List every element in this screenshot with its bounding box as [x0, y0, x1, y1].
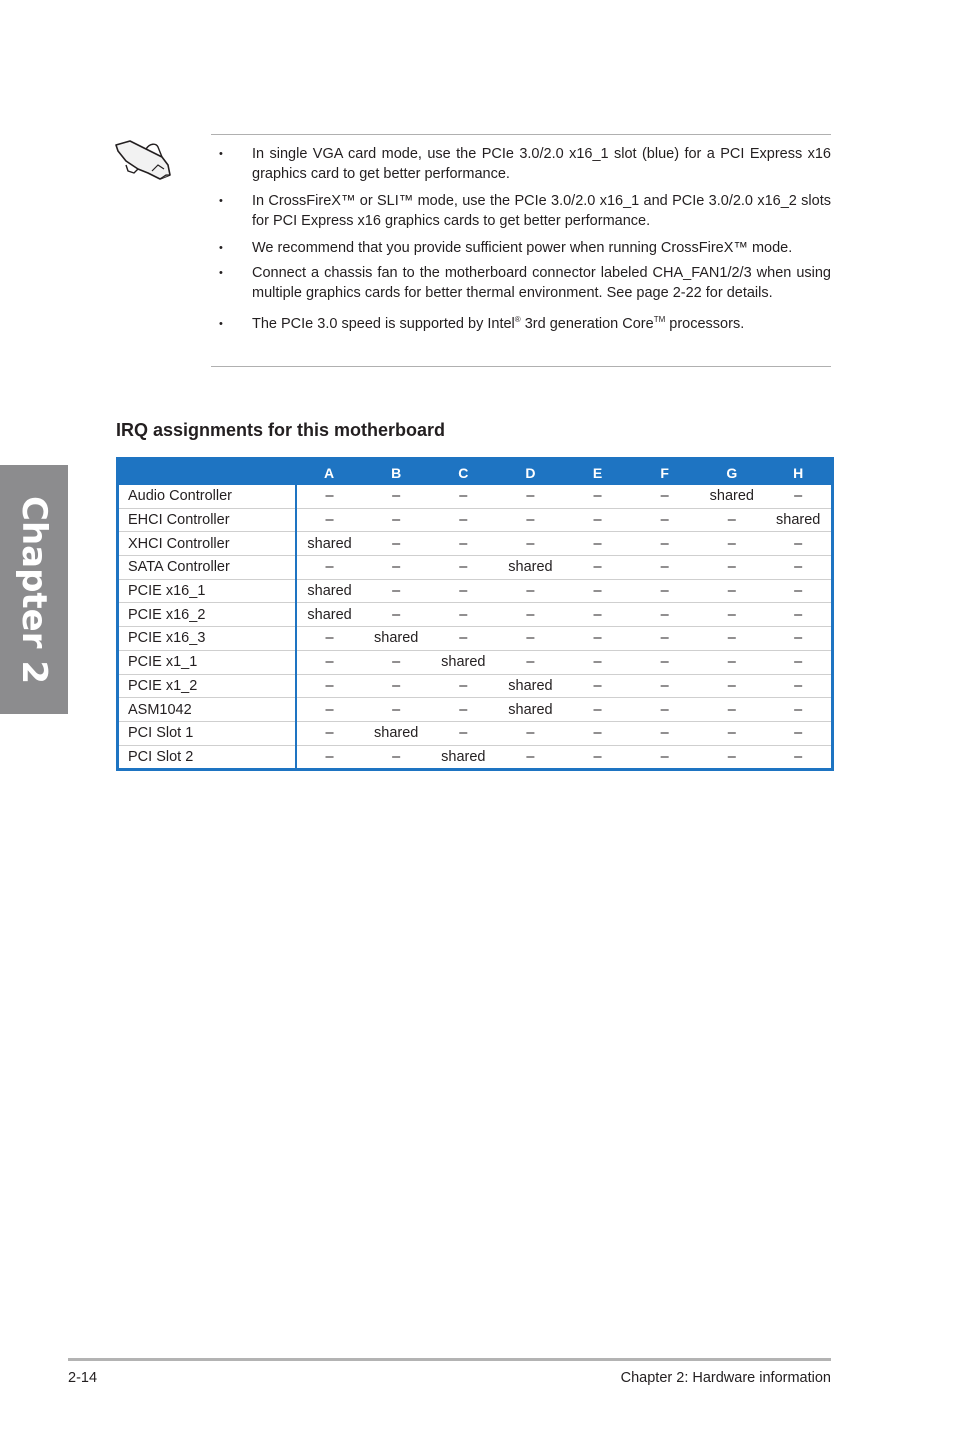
- bullet: •: [219, 148, 223, 160]
- irq-cell: –: [296, 627, 363, 651]
- irq-cell: –: [631, 698, 698, 722]
- irq-cell: –: [631, 532, 698, 556]
- header-cell: D: [497, 459, 564, 486]
- table-row: [118, 485, 833, 508]
- irq-cell: –: [363, 603, 430, 627]
- irq-cell: –: [430, 485, 497, 508]
- irq-table: [116, 457, 834, 771]
- irq-cell: –: [564, 698, 631, 722]
- irq-cell: –: [564, 556, 631, 580]
- irq-cell: shared: [296, 579, 363, 603]
- irq-cell: –: [631, 721, 698, 745]
- irq-cell: –: [593, 748, 602, 765]
- table-header-row: [118, 459, 833, 486]
- irq-cell: –: [698, 556, 765, 580]
- note-item: [211, 263, 831, 303]
- irq-cell: –: [765, 721, 832, 745]
- irq-cell: shared: [363, 627, 430, 651]
- irq-cell: –: [631, 508, 698, 532]
- irq-cell: –: [765, 674, 832, 698]
- irq-cell: –: [363, 508, 430, 532]
- irq-cell: –: [765, 627, 832, 651]
- table-row: [118, 674, 833, 698]
- table-row: [118, 556, 833, 580]
- irq-cell: –: [363, 532, 430, 556]
- chapter-side-tab: [0, 465, 68, 714]
- irq-cell: –: [564, 532, 631, 556]
- table-row: [118, 627, 833, 651]
- device-name-cell: PCIE x16_1: [118, 579, 296, 603]
- irq-cell: –: [698, 650, 765, 674]
- irq-cell: –: [564, 674, 631, 698]
- device-name-cell: SATA Controller: [118, 556, 296, 580]
- irq-cell: –: [564, 485, 631, 508]
- irq-cell: –: [430, 556, 497, 580]
- note-item: [211, 144, 831, 184]
- note-item: [211, 314, 831, 334]
- device-name-cell: PCIE x16_2: [118, 603, 296, 627]
- irq-cell: –: [765, 579, 832, 603]
- irq-cell: –: [497, 485, 564, 508]
- irq-cell: –: [363, 579, 430, 603]
- irq-cell: –: [631, 674, 698, 698]
- irq-cell: –: [698, 721, 765, 745]
- device-name-cell: EHCI Controller: [118, 508, 296, 532]
- irq-cell: –: [497, 627, 564, 651]
- irq-cell: –: [497, 579, 564, 603]
- irq-cell: shared: [497, 556, 564, 580]
- irq-cell: –: [698, 698, 765, 722]
- irq-cell: –: [497, 650, 564, 674]
- irq-cell: shared: [698, 485, 765, 508]
- irq-cell: –: [564, 650, 631, 674]
- irq-cell: shared: [296, 603, 363, 627]
- table-row: [118, 745, 833, 770]
- irq-cell: –: [765, 485, 832, 508]
- irq-cell: –: [296, 674, 363, 698]
- irq-cell: –: [631, 603, 698, 627]
- device-name-cell: PCI Slot 2: [118, 745, 296, 770]
- irq-cell: –: [430, 698, 497, 722]
- irq-cell: –: [765, 698, 832, 722]
- irq-cell: shared: [441, 748, 486, 765]
- bullet: •: [219, 242, 223, 254]
- irq-cell: –: [660, 748, 669, 765]
- pointing-hand-icon: [112, 135, 174, 183]
- page-number: 2-14: [68, 1370, 98, 1386]
- irq-cell: shared: [497, 674, 564, 698]
- irq-cell: –: [497, 721, 564, 745]
- device-name-cell: ASM1042: [118, 698, 296, 722]
- irq-cell: –: [727, 748, 736, 765]
- chapter-side-tab-label: Chapter 2: [14, 495, 54, 684]
- section-title: IRQ assignments for this motherboard: [116, 420, 446, 440]
- note-bottom-rule: [211, 366, 831, 367]
- note-top-rule: [211, 134, 831, 135]
- header-cell: A: [296, 459, 363, 486]
- registered-mark: ®: [514, 315, 521, 325]
- table-row: [118, 508, 833, 532]
- irq-cell: –: [698, 603, 765, 627]
- table-row: [118, 650, 833, 674]
- irq-cell: –: [430, 532, 497, 556]
- header-cell: G: [698, 459, 765, 486]
- table-row: [118, 698, 833, 722]
- irq-cell: –: [497, 603, 564, 627]
- header-cell: B: [363, 459, 430, 486]
- device-name-cell: PCI Slot 1: [118, 721, 296, 745]
- bullet: •: [219, 318, 223, 330]
- irq-cell: shared: [765, 508, 832, 532]
- irq-cell: –: [430, 579, 497, 603]
- irq-cell: –: [564, 627, 631, 651]
- irq-cell: –: [698, 674, 765, 698]
- irq-cell: shared: [363, 721, 430, 745]
- irq-cell: –: [363, 674, 430, 698]
- irq-cell: –: [564, 721, 631, 745]
- irq-cell: –: [765, 532, 832, 556]
- irq-cell: –: [430, 674, 497, 698]
- irq-cell: –: [430, 603, 497, 627]
- irq-cell: –: [631, 485, 698, 508]
- irq-cell: –: [564, 603, 631, 627]
- irq-cell: –: [296, 721, 363, 745]
- irq-cell: –: [698, 532, 765, 556]
- irq-cell: –: [296, 485, 363, 508]
- irq-cell: –: [392, 748, 401, 765]
- note-text: We recommend that you provide sufficient power when running CrossFireX™ mode.: [252, 240, 793, 256]
- irq-cell: –: [497, 532, 564, 556]
- header-cell: [118, 459, 296, 486]
- table-row: [118, 579, 833, 603]
- device-name-cell: PCIE x16_3: [118, 627, 296, 651]
- footer-chapter-title: Chapter 2: Hardware information: [620, 1370, 831, 1386]
- irq-cell: –: [526, 748, 535, 765]
- note-text: The PCIe 3.0 speed is supported by Intel® 3rd generation Core™ processors.: [252, 315, 745, 332]
- note-item: [211, 238, 831, 258]
- irq-cell: –: [430, 721, 497, 745]
- irq-cell: –: [698, 627, 765, 651]
- irq-cell: –: [363, 485, 430, 508]
- table-row: [118, 532, 833, 556]
- header-cell: H: [765, 459, 832, 486]
- irq-cell: –: [296, 698, 363, 722]
- irq-cell: –: [564, 579, 631, 603]
- irq-table-container: [116, 457, 834, 771]
- irq-cell: –: [765, 556, 832, 580]
- note-text: In single VGA card mode, use the PCIe 3.0/2.0 x16_1 slot (blue) for a PCI Express x16 graphics card to get better performance.: [252, 146, 831, 182]
- irq-cell: –: [296, 508, 363, 532]
- table-row: [118, 721, 833, 745]
- note-text: In CrossFireX™ or SLI™ mode, use the PCIe 3.0/2.0 x16_1 and PCIe 3.0/2.0 x16_2 slots for PCI Express x16 graphics cards to get better performance.: [252, 193, 831, 229]
- header-cell: C: [430, 459, 497, 486]
- irq-cell: –: [363, 698, 430, 722]
- device-name-cell: PCIE x1_2: [118, 674, 296, 698]
- table-row: [118, 603, 833, 627]
- irq-cell: –: [296, 650, 363, 674]
- irq-cell: –: [325, 748, 334, 765]
- irq-cell: –: [430, 627, 497, 651]
- irq-cell: –: [497, 508, 564, 532]
- irq-cell: –: [698, 579, 765, 603]
- irq-cell: –: [631, 579, 698, 603]
- irq-cell: –: [765, 603, 832, 627]
- irq-cell: –: [296, 556, 363, 580]
- irq-cell: –: [631, 556, 698, 580]
- irq-table-body: [118, 485, 833, 770]
- header-cell: F: [631, 459, 698, 486]
- irq-cell: shared: [296, 532, 363, 556]
- irq-cell: –: [698, 508, 765, 532]
- irq-cell: –: [631, 627, 698, 651]
- trademark-mark: TM: [653, 315, 666, 325]
- note-list: [211, 144, 831, 334]
- bullet: •: [219, 195, 223, 207]
- device-name-cell: Audio Controller: [118, 485, 296, 508]
- note-text: Connect a chassis fan to the motherboard connector labeled CHA_FAN1/2/3 when using multiple graphics cards for better thermal environment. See page 2-22 for details.: [252, 265, 831, 301]
- device-name-cell: PCIE x1_1: [118, 650, 296, 674]
- device-name-cell: XHCI Controller: [118, 532, 296, 556]
- irq-cell: –: [794, 748, 803, 765]
- irq-cell: –: [363, 650, 430, 674]
- irq-cell: shared: [497, 698, 564, 722]
- irq-cell: –: [564, 508, 631, 532]
- note-item: [211, 191, 831, 231]
- header-cell: E: [564, 459, 631, 486]
- irq-cell: shared: [430, 650, 497, 674]
- bullet: •: [219, 267, 223, 279]
- irq-cell: –: [363, 556, 430, 580]
- irq-cell: –: [765, 650, 832, 674]
- irq-cell: –: [430, 508, 497, 532]
- irq-cell: –: [631, 650, 698, 674]
- footer-rule: [68, 1358, 831, 1361]
